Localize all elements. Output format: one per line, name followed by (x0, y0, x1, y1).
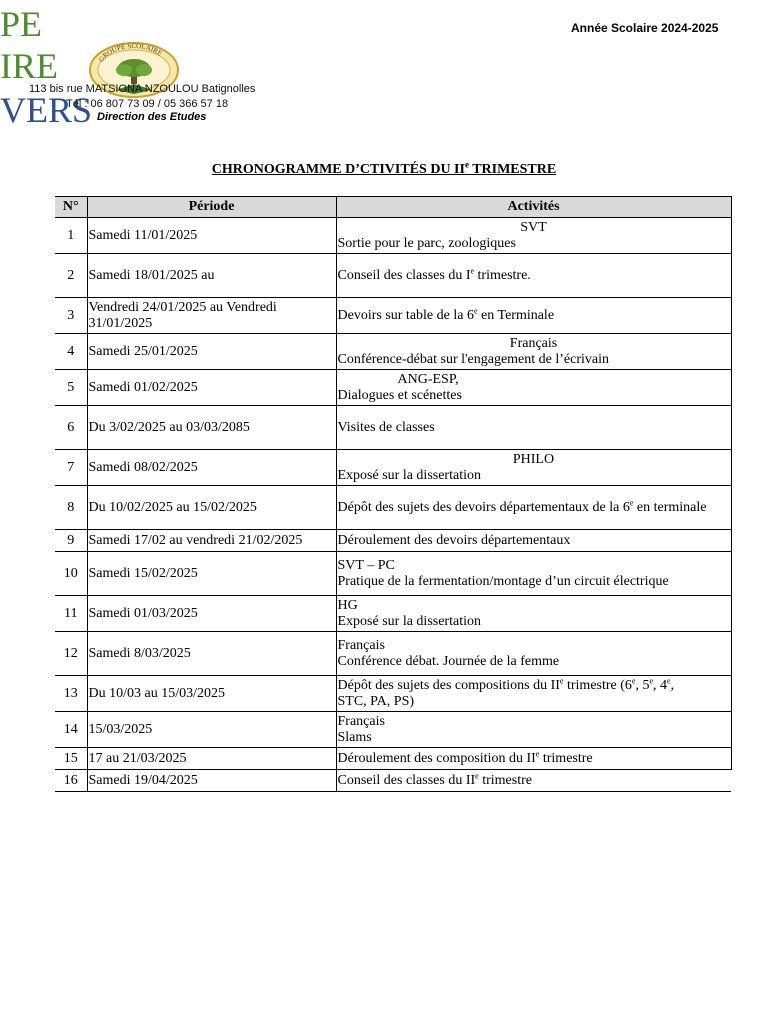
school-phone: Tél : 06 807 73 09 / 05 366 57 18 (66, 98, 229, 110)
logo-text: GROUPE SCOLAIRE (97, 41, 164, 64)
activity-line-1: Visites de classes (337, 419, 435, 435)
activity-line-1: Français (337, 713, 385, 729)
page-title: CHRONOGRAMME D’CTIVITÉS DU IIe TRIMESTRE (211, 159, 557, 177)
row-number: 10 (55, 552, 87, 596)
row-period: Samedi 08/02/2025 (87, 450, 336, 486)
table-row (55, 298, 731, 334)
row-number: 5 (55, 370, 87, 406)
header-period: Période (87, 197, 336, 218)
table-row (55, 712, 731, 748)
row-activity (336, 486, 731, 530)
row-period: Samedi 25/01/2025 (87, 334, 336, 370)
activity-line-1: Dépôt des sujets des compositions du IIe trimestre (6e, 5e, 4e, (337, 675, 675, 693)
activity-line-2: Conférence-débat sur l'engagement de l’écrivain (337, 351, 610, 367)
activity-line-1: Devoirs sur table de la 6e en Terminale (337, 305, 555, 323)
row-period: Samedi 8/03/2025 (87, 632, 336, 676)
row-number: 9 (55, 530, 87, 552)
row-period: Samedi 11/01/2025 (87, 218, 336, 254)
row-activity (336, 748, 731, 770)
row-period: 15/03/2025 (87, 712, 336, 748)
row-number: 3 (55, 298, 87, 334)
activity-line-1: Français (509, 335, 558, 351)
row-activity (336, 632, 731, 676)
school-year: Année Scolaire 2024-2025 (571, 21, 719, 35)
row-activity (336, 406, 731, 450)
row-number: 13 (55, 676, 87, 712)
row-activity (336, 712, 731, 748)
row-activity (336, 676, 731, 712)
table-row (55, 218, 731, 254)
row-number: 11 (55, 596, 87, 632)
table-row (55, 406, 731, 450)
row-activity (336, 218, 731, 254)
table-row (55, 254, 731, 298)
row-number: 15 (55, 748, 87, 770)
row-activity (336, 770, 731, 792)
activity-line-1: Déroulement des devoirs départementaux (337, 532, 571, 548)
activity-line-2: Pratique de la fermentation/montage d’un circuit électrique (337, 573, 669, 589)
row-number: 12 (55, 632, 87, 676)
school-name-fragment-2: IRE (0, 46, 58, 86)
activity-line-1: HG (337, 597, 358, 613)
row-number: 16 (55, 770, 87, 792)
table-row (55, 530, 731, 552)
activities-table (55, 196, 732, 792)
row-activity (336, 450, 731, 486)
table-row (55, 748, 731, 770)
row-number: 4 (55, 334, 87, 370)
table-row (55, 334, 731, 370)
row-activity (336, 254, 731, 298)
table-row (55, 552, 731, 596)
activity-line-1: Français (337, 637, 385, 653)
table-row (55, 370, 731, 406)
activity-line-2: Conférence débat. Journée de la femme (337, 653, 560, 669)
activity-line-1: Déroulement des composition du IIe trimestre (337, 748, 593, 766)
table-row (55, 486, 731, 530)
activity-line-2: Exposé sur la dissertation (337, 613, 481, 629)
table-row (55, 770, 731, 792)
school-name-fragment-1: PE (0, 4, 43, 44)
activity-line-1: Dépôt des sujets des devoirs départementaux de la 6e en terminale (337, 497, 707, 515)
row-period: 17 au 21/03/2025 (87, 748, 336, 770)
row-period: Samedi 01/03/2025 (87, 596, 336, 632)
activity-line-2: Sortie pour le parc, zoologiques (337, 235, 516, 251)
activity-line-1: ANG-ESP, (397, 371, 459, 387)
activity-line-2: Slams (337, 729, 372, 745)
row-period: Du 10/03 au 15/03/2025 (87, 676, 336, 712)
row-number: 2 (55, 254, 87, 298)
row-period: Samedi 17/02 au vendredi 21/02/2025 (87, 530, 336, 552)
row-period: Du 10/02/2025 au 15/02/2025 (87, 486, 336, 530)
row-period: Samedi 18/01/2025 au (87, 254, 336, 298)
row-number: 6 (55, 406, 87, 450)
row-number: 1 (55, 218, 87, 254)
table-row (55, 450, 731, 486)
row-period: Samedi 15/02/2025 (87, 552, 336, 596)
row-activity (336, 334, 731, 370)
table-header-row (55, 197, 731, 218)
direction-label: Direction des Etudes (97, 111, 207, 123)
header-number: N° (55, 197, 87, 218)
school-address: 113 bis rue MATSIONA NZOULOU Batignolles (29, 83, 256, 95)
activity-line-2: STC, PA, PS) (337, 693, 415, 709)
row-activity (336, 596, 731, 632)
row-period: Vendredi 24/01/2025 au Vendredi 31/01/2025 (87, 298, 336, 334)
row-period: Samedi 19/04/2025 (87, 770, 336, 792)
table-row (55, 596, 731, 632)
header-activities: Activités (336, 197, 731, 218)
activity-line-1: Conseil des classes du Ie trimestre. (337, 265, 531, 283)
activity-line-1: SVT – PC (337, 557, 395, 573)
row-activity (336, 552, 731, 596)
row-activity (336, 530, 731, 552)
activity-line-1: SVT (520, 219, 547, 235)
activity-line-1: Conseil des classes du IIe trimestre (337, 770, 532, 788)
activity-line-2: Dialogues et scénettes (337, 387, 462, 403)
table-row (55, 632, 731, 676)
activity-line-2: Exposé sur la dissertation (337, 467, 481, 483)
row-number: 8 (55, 486, 87, 530)
row-number: 7 (55, 450, 87, 486)
row-activity (336, 298, 731, 334)
table-row (55, 676, 731, 712)
row-activity (336, 370, 731, 406)
school-name-fragment-3: VERS (0, 90, 93, 130)
row-number: 14 (55, 712, 87, 748)
activity-line-1: PHILO (512, 451, 555, 467)
row-period: Samedi 01/02/2025 (87, 370, 336, 406)
row-period: Du 3/02/2025 au 03/03/2085 (87, 406, 336, 450)
